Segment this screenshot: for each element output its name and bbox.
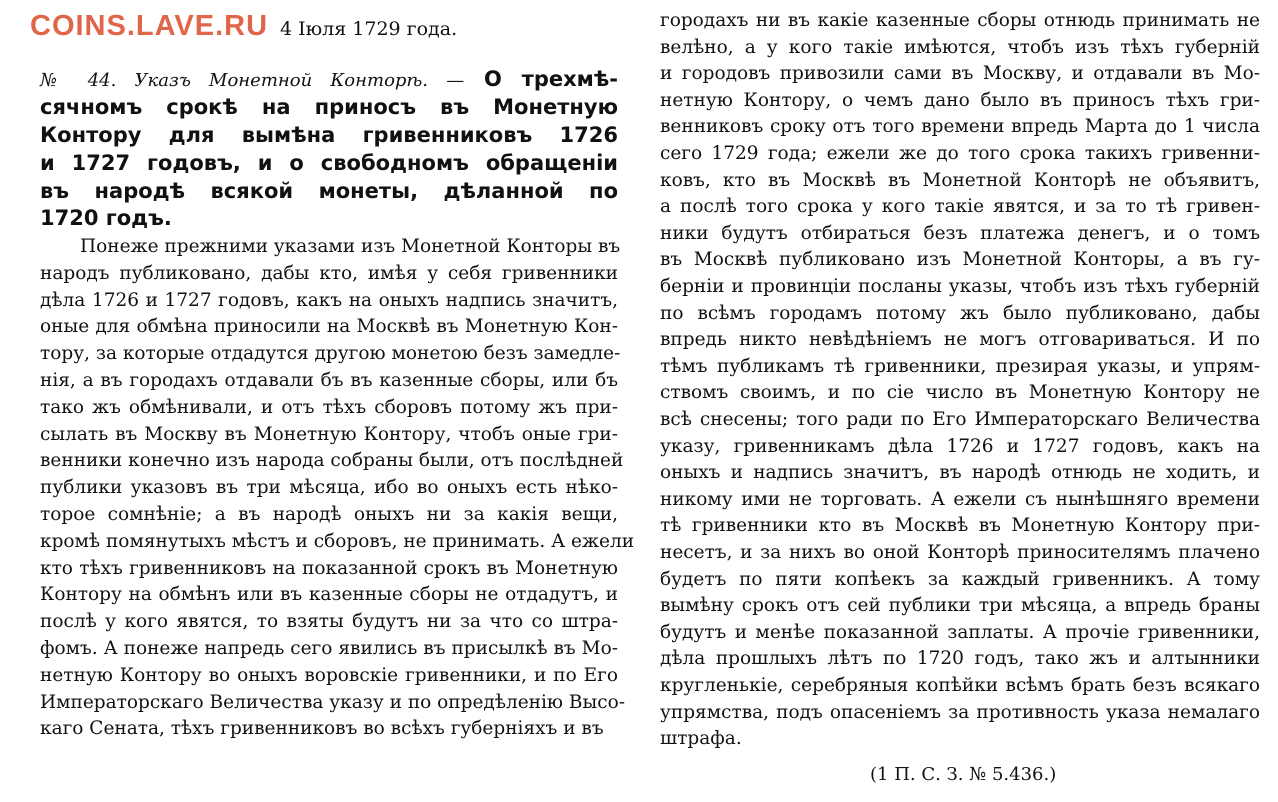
text-line: ствомъ своимъ, и по сіе число въ Монетную Контору не	[660, 382, 1260, 404]
text-line: торое сомнѣніе; а въ народѣ оныхъ ни за какія вещи,	[40, 504, 618, 525]
heading-line	[40, 64, 618, 94]
text-line: а послѣ того срока у кого такіе явятся, и за то тѣ гривен-	[660, 196, 1260, 218]
text-line: Понеже прежними указами изъ Монетной Конторы въ	[80, 236, 621, 257]
date-line: 4 Іюля 1729 года.	[280, 18, 458, 40]
text-line: ники будутъ отбираться безъ платежа денегъ, и о томъ	[660, 222, 1260, 244]
text-line: нія, а въ городахъ отдавали бъ въ казенные сборы, или бъ	[40, 370, 618, 391]
text-line: берніи и провинціи посланы указы, чтобъ изъ тѣхъ губерній	[660, 276, 1260, 297]
heading-text: и 1727 годовъ, и о свободномъ обращеніи	[40, 151, 618, 175]
text-line: тѣ гривенники кто въ Москвѣ въ Монетную Контору при-	[660, 515, 1260, 537]
text-line: Контору на обмѣнъ или въ казенные сборы не отдадутъ, и	[40, 584, 618, 606]
text-line: тѣмъ публикамъ тѣ гривенники, презирая указы, и упрям-	[660, 355, 1260, 377]
text-line: фомъ. А понеже напредь сего явились въ присылкѣ въ Мо-	[40, 638, 618, 659]
text-line: тако жъ обмѣнивали, и отъ тѣхъ сборовъ потому жъ при-	[40, 396, 618, 418]
text-line: кто тѣхъ гривенниковъ на показанной срокъ въ Монетную	[40, 557, 618, 579]
text-line: нетную Контору во оныхъ воровскіе гривенники, и по Его	[40, 664, 618, 686]
text-line: кругленькіе, серебряныя копѣйки всѣмъ брать безъ всякаго	[660, 675, 1260, 696]
text-line: штрафа.	[660, 728, 742, 750]
text-line: по всѣмъ городамъ потому жъ было публиковано, дабы	[660, 302, 1260, 324]
heading-text: Контору для вымѣна гривенниковъ 1726	[40, 123, 618, 147]
text-line: оныхъ и надпись значитъ, въ народѣ отнюдь не ходить, и	[660, 462, 1260, 484]
text-line: никому ими не торговать. А ежели съ нынѣшняго времени	[660, 488, 1260, 510]
text-line: всѣ снесены; того ради по Его Императорскаго Величества	[660, 409, 1260, 430]
text-line: кромѣ помянутыхъ мѣстъ и сборовъ, не принимать. А ежели	[40, 530, 635, 552]
heading-line	[40, 148, 618, 178]
text-line: несетъ, и за нихъ во оной Конторѣ приносителямъ плачено	[660, 542, 1260, 563]
heading-text: сячномъ срокѣ на приносъ въ Монетную	[40, 95, 618, 119]
text-line: народъ публиковано, дабы кто, имѣя у себя гривенники	[40, 262, 618, 284]
heading-line	[40, 176, 618, 206]
heading-text: въ народѣ всякой монеты, дѣланной по	[40, 179, 618, 203]
text-line: Императорскаго Величества указу и по опредѣленію Высо-	[40, 691, 625, 713]
heading-text: 1720 годъ.	[40, 206, 172, 230]
text-line: ковъ, кто въ Москвѣ въ Монетной Конторѣ не объявитъ,	[660, 169, 1260, 191]
heading-line	[40, 203, 618, 233]
text-line: тору, за которые отдадутся другою монетою безъ замедле-	[40, 343, 621, 365]
text-line: публики указовъ въ три мѣсяца, ибо во оныхъ есть нѣко-	[40, 477, 618, 499]
text-line: сего 1729 года; ежели же до того срока такихъ гривенни-	[660, 143, 1260, 164]
text-line: нетную Контору, о чемъ дано было въ приносъ тѣхъ гри-	[660, 89, 1260, 111]
text-line: вымѣну срокъ отъ сей публики три мѣсяца, а впредь браны	[660, 595, 1260, 617]
citation: (1 П. С. З. № 5.436.)	[870, 764, 1057, 785]
text-line: сылать въ Москву въ Монетную Контору, чтобъ оные гри-	[40, 423, 618, 445]
heading-line	[40, 92, 618, 122]
text-line: будетъ по пяти копѣекъ за каждый гривенникъ. А тому	[660, 568, 1260, 590]
text-line: оные для обмѣна приносили на Москвѣ въ Монетную Кон-	[40, 316, 618, 338]
watermark-logo: COINS.LAVE.RU	[30, 10, 269, 42]
text-line: венниковъ сроку отъ того времени впредь Марта до 1 числа	[660, 116, 1260, 138]
text-line: дѣла 1726 и 1727 годовъ, какъ на оныхъ надпись значитъ,	[40, 289, 618, 311]
text-line: велѣно, а у кого такіе имѣются, чтобъ изъ тѣхъ губерній	[660, 36, 1260, 58]
text-line: упрямства, подъ опасеніемъ за противность указа немалаго	[660, 701, 1260, 723]
heading-text: О трехмѣ-	[484, 67, 618, 91]
text-line: городахъ ни въ какіе казенные сборы отнюдь принимать не	[660, 10, 1260, 31]
text-line: впредь никто невѣдѣніемъ не могъ отговариваться. И по	[660, 329, 1260, 351]
text-line: будутъ и менѣе показанной заплаты. А прочіе гривенники,	[660, 621, 1260, 643]
text-line: венники конечно изъ народа собраны были, отъ послѣдней	[40, 450, 624, 472]
text-line: въ Москвѣ публиковано изъ Монетной Конторы, а въ гу-	[660, 249, 1260, 271]
text-line: указу, гривенникамъ дѣла 1726 и 1727 годовъ, какъ на	[660, 435, 1260, 457]
text-line: и городовъ привозили сами въ Москву, и отдавали въ Мо-	[660, 63, 1260, 85]
heading-line	[40, 120, 618, 150]
text-line: послѣ у кого явятся, то взяты будутъ ни за что со штра-	[40, 611, 618, 633]
text-line: каго Сената, тѣхъ гривенниковъ во всѣхъ губерніяхъ и въ	[40, 718, 604, 740]
decree-number-prefix: № 44. Указъ Монетной Конторѣ. —	[40, 70, 465, 91]
text-line: дѣла прошлыхъ лѣтъ по 1720 годъ, тако жъ и алтынники	[660, 648, 1260, 670]
